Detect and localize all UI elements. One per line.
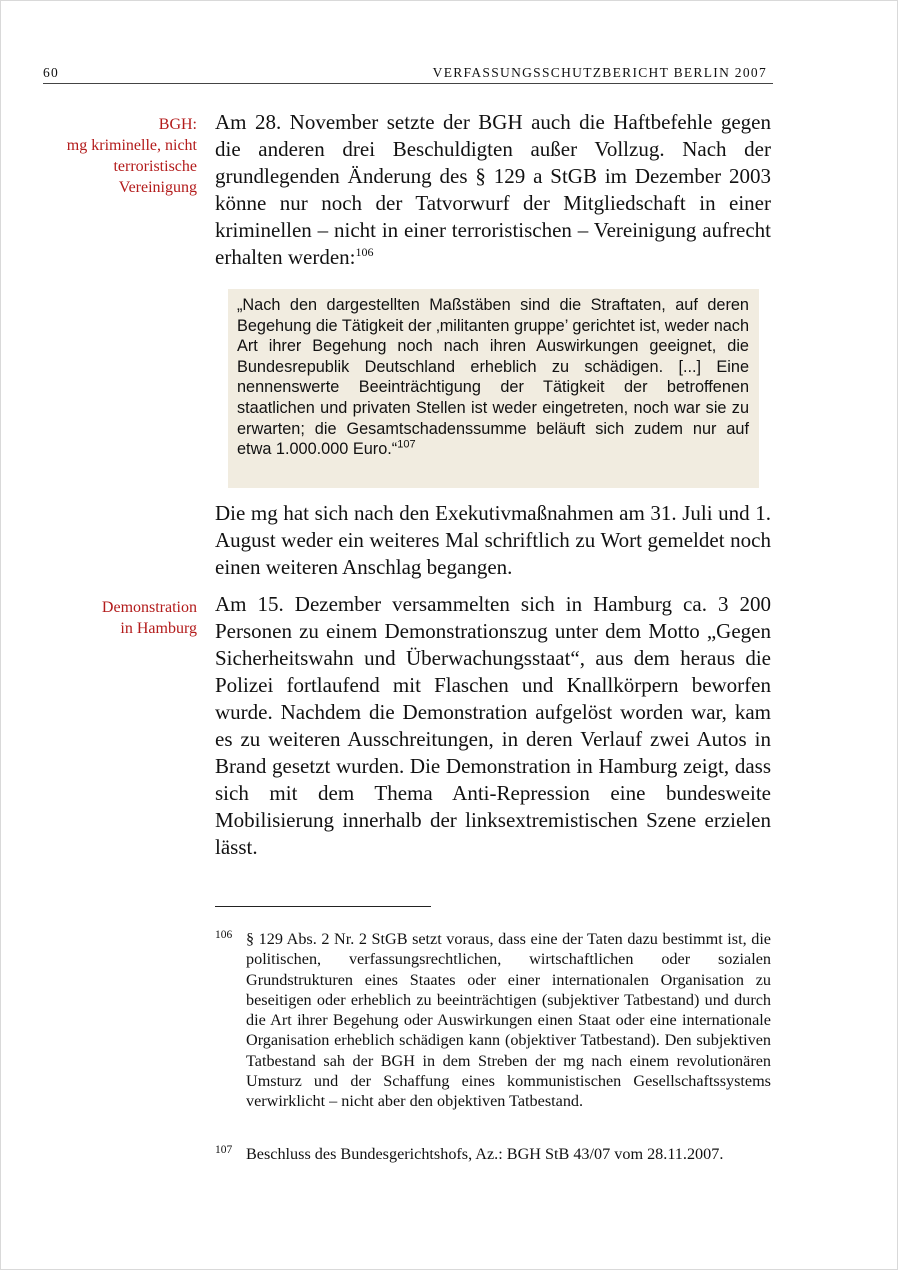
footnote-separator (215, 906, 431, 907)
running-title: VERFASSUNGSSCHUTZBERICHT BERLIN 2007 (432, 65, 767, 80)
page-number: 60 (43, 65, 60, 80)
margin-note-line: terroristische (113, 158, 197, 175)
footnote-reference: 107 (397, 438, 416, 451)
paragraph-text: Am 15. Dezember versammelten sich in Hamburg ca. 3 200 Personen zu einem Demonstrationszug unter dem Motto „Gegen Sicherheitswahn und Überwachungsstaat“, aus dem heraus die Polizei fortlaufend mit Flaschen und Knallkörpern beworfen wurde. Nachdem die Demonstration aufgelöst worden war, kam es zu weiteren Ausschreitungen, in deren Verlauf zwei Autos in Brand gesetzt wurden. Die Demonstration in Hamburg zeigt, dass sich mit dem Thema Anti-Repression eine bundesweite Mobilisierung innerhalb der linksextremistischen Szene erzielen lässt. (215, 592, 771, 859)
paragraph-demonstration (215, 591, 771, 861)
paragraph-text: Die mg hat sich nach den Exekutivmaßnahmen am 31. Juli und 1. August weder ein weiteres Mal schriftlich zu Wort gemeldet noch einen weiteren Anschlag begangen. (215, 501, 771, 579)
margin-note-line: mg kriminelle, nicht (66, 137, 197, 154)
margin-note-line: BGH: (158, 116, 197, 133)
margin-note-line: in Hamburg (120, 620, 197, 637)
footnote-reference: 106 (355, 245, 374, 259)
footnote-text: § 129 Abs. 2 Nr. 2 StGB setzt voraus, dass eine der Taten dazu bestimmt ist, die politischen, verfassungsrechtlichen, wirtschaftlichen oder sozialen Grundstrukturen eines Staates oder einer internationalen Organisation zu beseitigen oder erheblich zu beeinträchtigen (subjektiver Tatbestand) und durch die Art ihrer Begehung oder Auswirkungen einen Staat oder eine internationale Organisation erheblich schädigen kann (objektiver Tatbestand). Den subjektiven Tatbestand sah der BGH in dem Streben der mg nach einem revolutionären Umsturz und der Schaffung eines kommunistischen Gesellschaftssystems verwirklicht – nicht aber den objektiven Tatbestand. (246, 930, 771, 1111)
paragraph-text: Am 28. November setzte der BGH auch die Haftbefehle gegen die anderen drei Beschuldigten außer Vollzug. Nach der grundlegenden Änderung des § 129 a StGB im Dezember 2003 könne nur noch der Tatvorwurf der Mitgliedschaft in einer kriminellen – nicht in einer terroristischen – Vereinigung aufrecht erhalten werden: (215, 110, 771, 269)
block-quote (228, 289, 759, 488)
running-header (43, 63, 773, 84)
footnote-number: 107 (215, 1144, 233, 1156)
quote-text: „Nach den dargestellten Maßstäben sind die Straftaten, auf deren Begehung die Tätigkeit der ‚militanten gruppe’ gerichtet ist, weder nach Art ihrer Begehung noch nach ihren Auswirkungen geeignet, die Bundesrepublik Deutschland erheblich zu schädigen. [...] Eine nennenswerte Beeinträchtigung der Tätigkeit der betroffenen staatlichen und privaten Stellen ist weder eingetreten, noch war sie zu erwarten; die Gesamtschadenssumme beläuft sich zudem nur auf etwa 1.000.000 Euro.“ (237, 296, 749, 459)
margin-note-bgh (31, 114, 197, 198)
margin-note-line: Vereinigung (118, 179, 197, 196)
footnote-text: Beschluss des Bundesgerichtshofs, Az.: BGH StB 43/07 vom 28.11.2007. (246, 1145, 724, 1163)
margin-note-line: Demonstration (101, 599, 197, 616)
margin-note-demonstration (31, 597, 197, 639)
paragraph-mg-activity (215, 500, 771, 581)
footnote-number: 106 (215, 929, 233, 941)
paragraph-haftbefehle (215, 109, 771, 271)
